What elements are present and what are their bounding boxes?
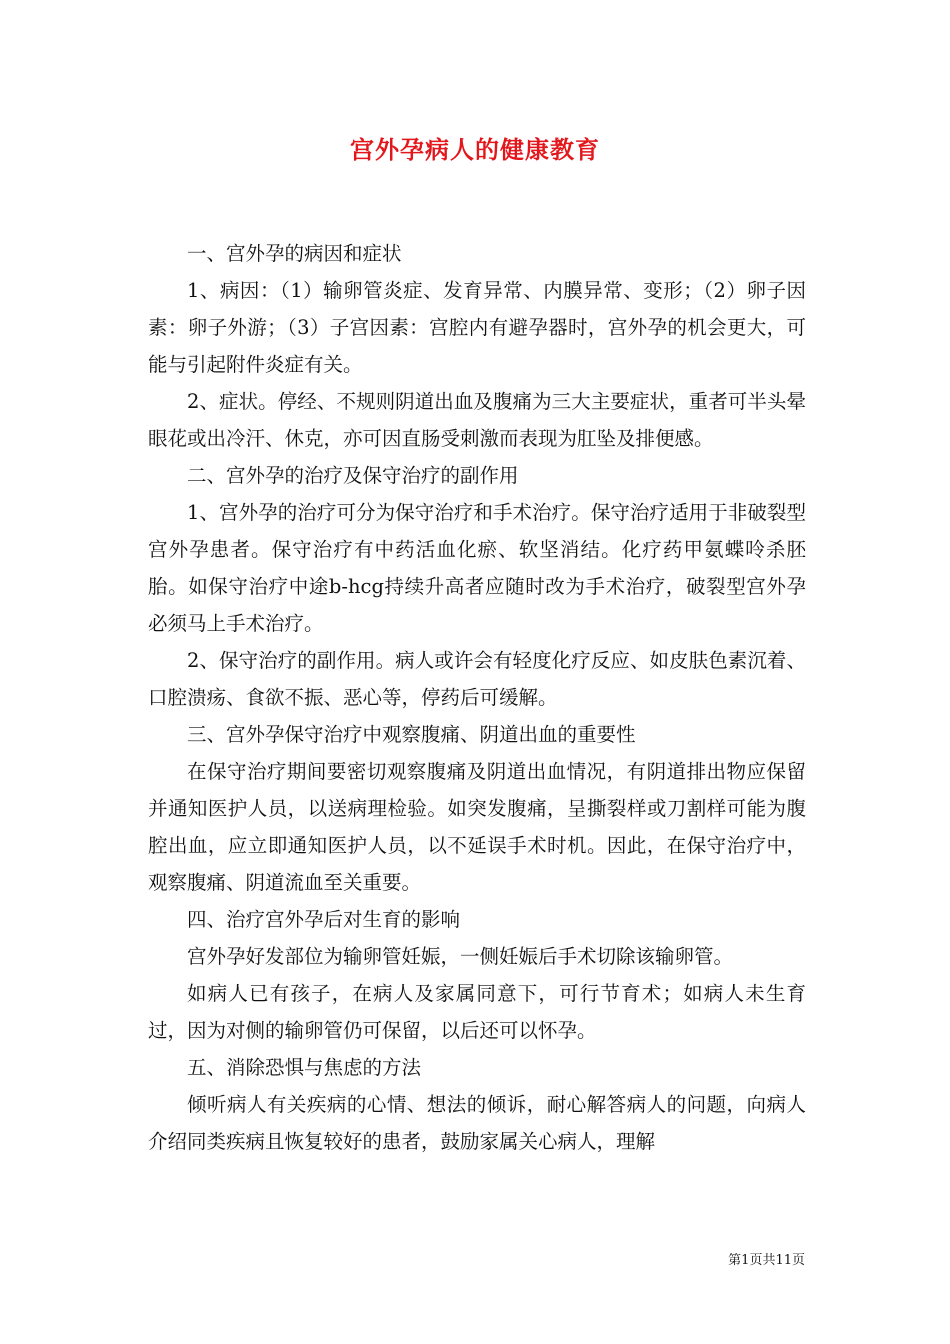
- paragraph: 1、病因：（1）输卵管炎症、发育异常、内膜异常、变形；（2）卵子因素：卵子外游；（3）子宫因素：宫腔内有避孕器时，宫外孕的机会更大，可能与引起附件炎症有关。: [148, 279, 806, 376]
- section-heading: 五、消除恐惧与焦虑的方法: [187, 1056, 422, 1079]
- section-heading: 一、宫外孕的病因和症状: [187, 242, 402, 265]
- paragraph: 1、宫外孕的治疗可分为保守治疗和手术治疗。保守治疗适用于非破裂型宫外孕患者。保守治疗有中药活血化瘀、软坚消结。化疗药甲氨蝶呤杀胚胎。如保守治疗中途b-hcg持续升高者应随时改为手术治疗，破裂型宫外孕必须马上手术治疗。: [148, 501, 806, 635]
- document-body: [148, 235, 806, 1160]
- paragraph: 倾听病人有关疾病的心情、想法的倾诉，耐心解答病人的问题，向病人介绍同类疾病且恢复较好的患者，鼓励家属关心病人，理解: [148, 1093, 806, 1153]
- paragraph: 宫外孕好发部位为输卵管妊娠，一侧妊娠后手术切除该输卵管。: [187, 945, 734, 968]
- section-heading: 二、宫外孕的治疗及保守治疗的副作用: [187, 464, 519, 487]
- document-title: 宫外孕病人的健康教育: [350, 135, 600, 164]
- paragraph: 2、症状。停经、不规则阴道出血及腹痛为三大主要症状，重者可半头晕眼花或出冷汗、休克，亦可因直肠受刺激而表现为肛坠及排便感。: [148, 390, 806, 450]
- paragraph: 在保守治疗期间要密切观察腹痛及阴道出血情况，有阴道排出物应保留并通知医护人员，以送病理检验。如突发腹痛，呈撕裂样或刀割样可能为腹腔出血，应立即通知医护人员，以不延误手术时机。因此，在保守治疗中，观察腹痛、阴道流血至关重要。: [148, 760, 806, 894]
- section-heading: 四、治疗宫外孕后对生育的影响: [187, 908, 461, 931]
- section-heading: 三、宫外孕保守治疗中观察腹痛、阴道出血的重要性: [187, 723, 636, 746]
- paragraph: 如病人已有孩子，在病人及家属同意下，可行节育术；如病人未生育过，因为对侧的输卵管仍可保留，以后还可以怀孕。: [148, 982, 806, 1042]
- page-number: 第1页共11页: [728, 1253, 805, 1268]
- paragraph: 2、保守治疗的副作用。病人或许会有轻度化疗反应、如皮肤色素沉着、口腔溃疡、食欲不振、恶心等，停药后可缓解。: [148, 649, 806, 709]
